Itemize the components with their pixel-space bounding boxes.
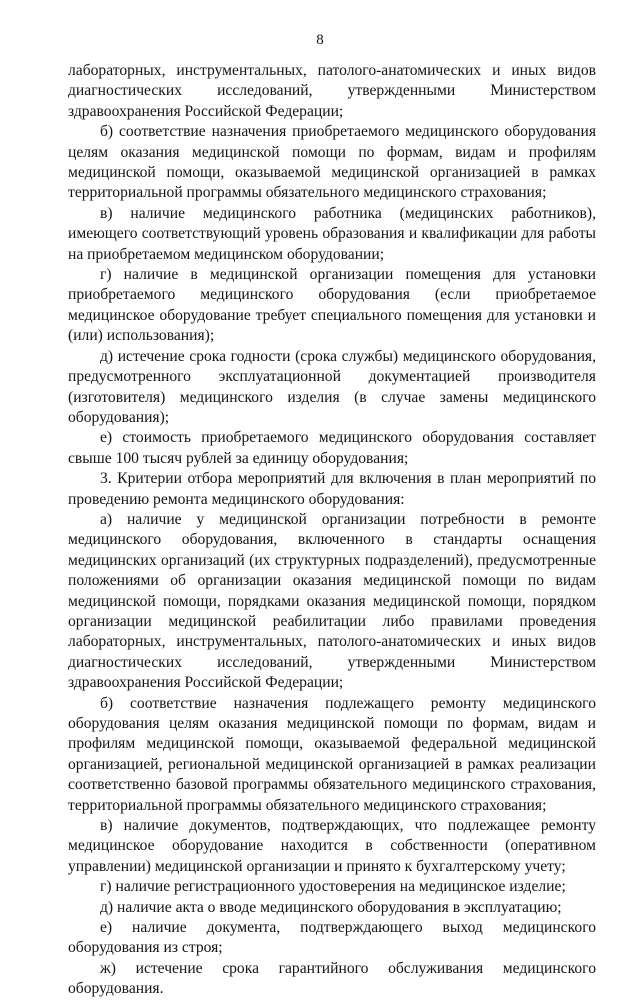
paragraph-item-e-failure: е) наличие документа, подтверждающего выход медицинского оборудования из строя; [68,919,596,957]
paragraph-item-g-registration: г) наличие регистрационного удостоверения на медицинское изделие; [100,878,566,896]
paragraph-item-e-cost: е) стоимость приобретаемого медицинского оборудования составляет свыше 100 тысяч рублей за единицу оборудования; [68,429,596,467]
paragraph-item-d-commissioning: д) наличие акта о вводе медицинского оборудования в эксплуатацию; [100,898,562,916]
paragraph-item-v-documents: в) наличие документов, подтверждающих, что подлежащее ремонту медицинское оборудование находится в собственности (оперативном управлении) медицинской организации и принято к бухгалтерскому учету; [68,817,596,875]
page-number: 8 [316,32,324,48]
paragraph-item-g-premises: г) наличие в медицинской организации помещения для установки приобретаемого медицинского оборудования (если приобретаемое медицинское оборудование требует специального помещения для установки и (или) использования); [68,266,596,345]
paragraph-item-b-repair-purpose: б) соответствие назначения подлежащего ремонту медицинского оборудования целям оказания медицинской помощи по формам, видам и профилям медицинской помощи, оказываемой федеральной медицинской организацией, региональной медицинской организацией в рамках реализации соответственно базовой программы обязательного медицинского страхования, территориальной программы обязательного медицинского страхования; [68,694,596,814]
paragraph-item-b-purchase: б) соответствие назначения приобретаемого медицинского оборудования целям оказания медицинской помощи по формам, видам и профилям медицинской помощи, оказываемой медицинской организацией в рамках территориальной программы обязательного медицинского страхования; [68,123,596,202]
paragraph-item-zh-warranty: ж) истечение срока гарантийного обслуживания медицинского оборудования. [68,959,596,998]
paragraph-section-3-heading: 3. Критерии отбора мероприятий для включения в план мероприятий по проведению ремонта медицинского оборудования: [68,470,596,508]
paragraph-continuation: лабораторных, инструментальных, патолого-анатомических и иных видов диагностических исследований, утвержденными Министерством здравоохранения Российской Федерации; [68,62,596,120]
paragraph-item-a-repair-need: а) наличие у медицинской организации потребности в ремонте медицинского оборудования, включенного в стандарты оснащения медицинских организаций (их структурных подразделений), предусмотренные положениями об организации оказания медицинской помощи по видам медицинской помощи, порядками оказания медицинской помощи, порядком организации медицинской реабилитации либо правилами проведения лабораторных, инструментальных, патолого-анатомических и иных видов диагностических исследований, утвержденными Министерством здравоохранения Российской Федерации; [68,510,596,692]
paragraph-item-v-staff: в) наличие медицинского работника (медицинских работников), имеющего соответствующий уровень образования и квалификации для работы на приобретаемом медицинском оборудовании; [68,204,596,263]
document-body [68,61,596,1000]
paragraph-item-d-expiry: д) истечение срока годности (срока службы) медицинского оборудования, предусмотренного эксплуатационной документацией производителя (изготовителя) медицинского изделия (в случае замены медицинского оборудования); [68,347,596,426]
